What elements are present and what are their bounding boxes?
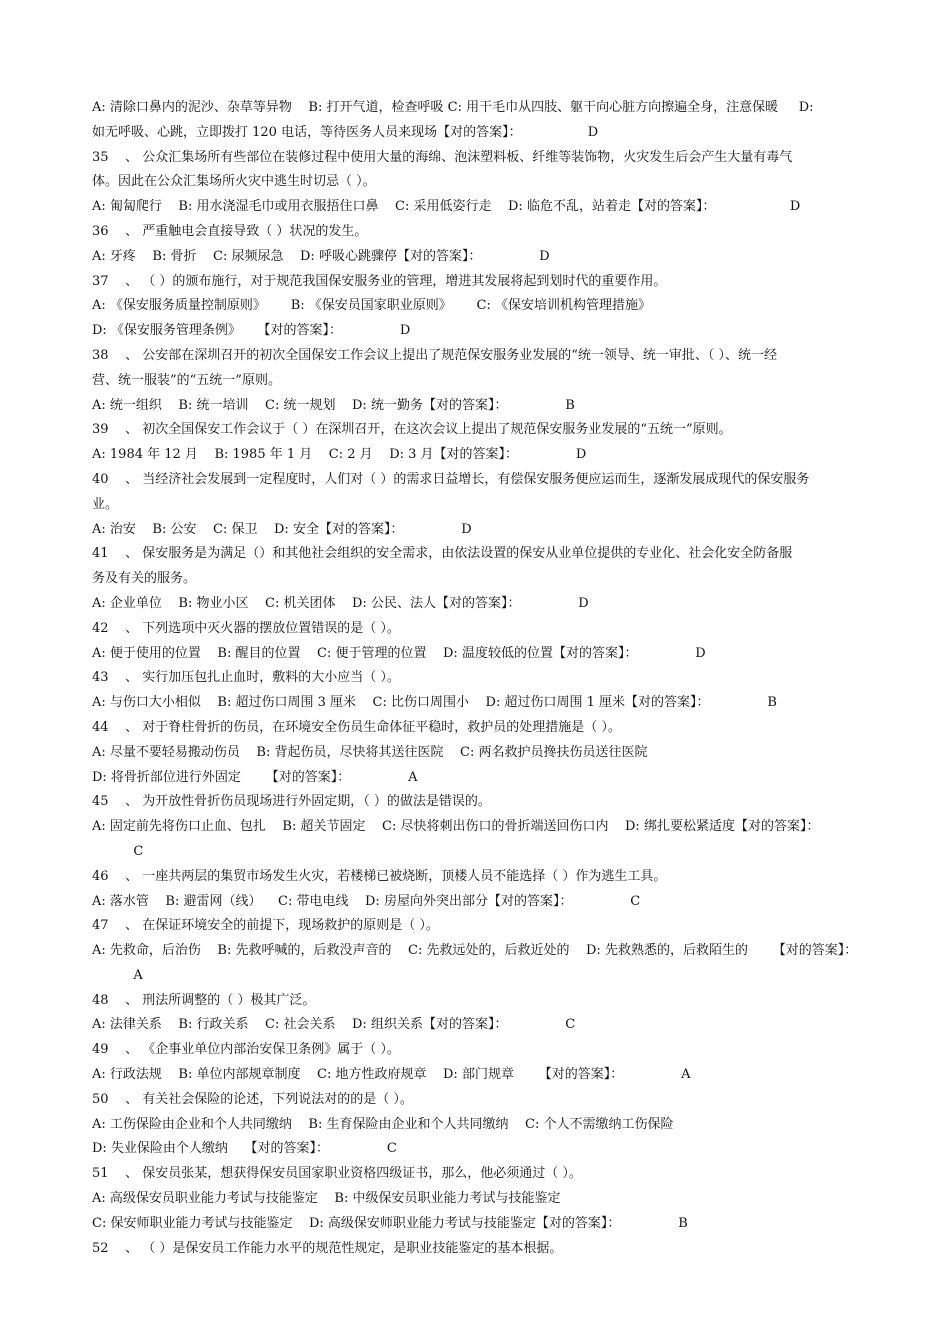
options-line: C: 保安师职业能力考试与技能鉴定 D: 高级保安师职业能力考试与技能鉴定【对的答案】： B — [92, 1215, 688, 1231]
text-line: 业。 — [92, 496, 119, 512]
options-line: A: 工伤保险由企业和个人共同缴纳 B: 生育保险由企业和个人共同缴纳 C: 个人不需缴纳工伤保险 — [92, 1116, 674, 1132]
question-line: 46 、 一座共两层的集贸市场发生火灾，若楼梯已被烧断，顶楼人员不能选择（ ）作为逃生工具。 — [92, 868, 667, 884]
text-line: 如无呼吸、心跳，立即拨打 120 电话，等待医务人员来现场【对的答案】： D — [92, 124, 599, 140]
options-line: A: 统一组织 B: 统一培训 C: 统一规划 D: 统一勤务【对的答案】： B — [92, 397, 575, 413]
question-line: 50 、 有关社会保险的论述，下列说法对的的是（ ）。 — [92, 1091, 413, 1107]
options-line: A: 企业单位 B: 物业小区 C: 机关团体 D: 公民、法人【对的答案】： D — [92, 595, 589, 611]
options-line: A: 固定前先将伤口止血、包扎 B: 超关节固定 C: 尽快将刺出伤口的骨折端送回伤口内 D: 绑扎要松紧适度【对的答案】： — [92, 819, 820, 835]
options-line: A: 先救命，后治伤 B: 先救呼喊的，后救没声音的 C: 先救远处的，后救近处的 D: 先救熟悉的，后救陌生的 【对的答案】： — [92, 943, 858, 959]
text-line: 体。因此在公众汇集场所火灾中逃生时切忌（ ）。 — [92, 174, 376, 190]
question-line: 49 、 《企事业单位内部治安保卫条例》属于（ ）。 — [92, 1042, 400, 1058]
text-line: 营、统一服装”的“五统一”原则。 — [92, 372, 281, 388]
question-line: 40 、 当经济社会发展到一定程度时，人们对（ ）的需求日益增长，有偿保安服务便应运而生，逐渐发展成现代的保安服务 — [92, 471, 810, 487]
question-line: 44 、 对于脊柱骨折的伤员，在环境安全伤员生命体征平稳时，救护员的处理措施是（ ）。 — [92, 719, 621, 735]
options-line: D: 《保安服务管理条例》 【对的答案】： D — [92, 323, 411, 339]
options-line: D: 将骨折部位进行外固定 【对的答案】： A — [92, 769, 418, 785]
question-line: 42 、 下列选项中灭火器的摆放位置错误的是（ ）。 — [92, 620, 400, 636]
question-line: 52 、 （ ）是保安员工作能力水平的规范性规定，是职业技能鉴定的基本根据。 — [92, 1240, 563, 1256]
text-line: 务及有关的服务。 — [92, 571, 197, 587]
options-line: A: 落水管 B: 避雷网（线） C: 带电电线 D: 房屋向外突出部分【对的答案】： C — [92, 893, 641, 909]
answer-line: A — [92, 967, 143, 983]
options-line: A: 牙疼 B: 骨折 C: 尿频尿急 D: 呼吸心跳骤停【对的答案】： D — [92, 248, 550, 264]
options-line: A: 便于使用的位置 B: 醒目的位置 C: 便于管理的位置 D: 温度较低的位置【对的答案】： D — [92, 645, 706, 661]
text-line: A: 清除口鼻内的泥沙、杂草等异物 B: 打开气道，检查呼吸 C: 用干毛巾从四肢、躯干向心脏方向擦遍全身，注意保暖 D: — [92, 100, 814, 115]
question-line: 47 、 在保证环境安全的前提下，现场救护的原则是（ ）。 — [92, 918, 439, 934]
question-line: 48 、 刑法所调整的（ ）极其广泛。 — [92, 992, 316, 1008]
question-line: 45 、 为开放性骨折伤员现场进行外固定期，（ ）的做法是错误的。 — [92, 794, 491, 810]
question-line: 41 、 保安服务是为满足（）和其他社会组织的安全需求，由依法设置的保安从业单位提供的专业化、社会化安全防备服 — [92, 546, 793, 562]
options-line: A: 与伤口大小相似 B: 超过伤口周围 3 厘米 C: 比伤口周围小 D: 超过伤口周围 1 厘米【对的答案】： B — [92, 695, 777, 711]
options-line: A: 1984 年 12 月 B: 1985 年 1 月 C: 2 月 D: 3 月【对的答案】： D — [92, 447, 587, 463]
question-line: 35 、 公众汇集场所有些部位在装修过程中使用大量的海绵、泡沫塑料板、纤维等装饰物，火灾发生后会产生大量有毒气 — [92, 149, 793, 165]
question-line: 51 、 保安员张某，想获得保安员国家职业资格四级证书，那么，他必须通过（ ）。 — [92, 1166, 582, 1182]
document-page — [92, 96, 872, 1261]
options-line: A: 行政法规 B: 单位内部规章制度 C: 地方性政府规章 D: 部门规章 【对的答案】： A — [92, 1067, 691, 1083]
question-line: 38 、 公安部在深圳召开的初次全国保安工作会议上提出了规范保安服务业发展的“统一领导、统一审批、（ ）、统一经 — [92, 347, 777, 363]
options-line: A: 尽量不要轻易搬动伤员 B: 背起伤员，尽快将其送往医院 C: 两名救护员搀扶伤员送往医院 — [92, 744, 648, 760]
options-line: A: 高级保安员职业能力考试与技能鉴定 B: 中级保安员职业能力考试与技能鉴定 — [92, 1191, 561, 1207]
question-line: 37 、 （ ）的颁布施行，对于规范我国保安服务业的管理，增进其发展将起到划时代的重要作用。 — [92, 273, 667, 289]
question-line: 36 、 严重触电会直接导致（ ）状况的发生。 — [92, 223, 368, 239]
question-line: 43 、 实行加压包扎止血时，敷料的大小应当（ ）。 — [92, 670, 400, 686]
options-line: D: 失业保险由个人缴纳 【对的答案】： C — [92, 1141, 397, 1157]
options-line: A: 治安 B: 公安 C: 保卫 D: 安全【对的答案】： D — [92, 521, 472, 537]
question-line: 39 、 初次全国保安工作会议于（ ）在深圳召开，在这次会议上提出了规范保安服务业发展的“五统一”原则。 — [92, 422, 732, 438]
options-line: A: 匍匐爬行 B: 用水浇湿毛巾或用衣服捂住口鼻 C: 采用低姿行走 D: 临危不乱，站着走【对的答案】： D — [92, 199, 801, 215]
options-line: A: 《保安服务质量控制原则》 B: 《保安员国家职业原则》 C: 《保安培训机构管理措施》 — [92, 298, 652, 314]
answer-line: C — [92, 843, 144, 859]
options-line: A: 法律关系 B: 行政关系 C: 社会关系 D: 组织关系【对的答案】： C — [92, 1017, 576, 1033]
